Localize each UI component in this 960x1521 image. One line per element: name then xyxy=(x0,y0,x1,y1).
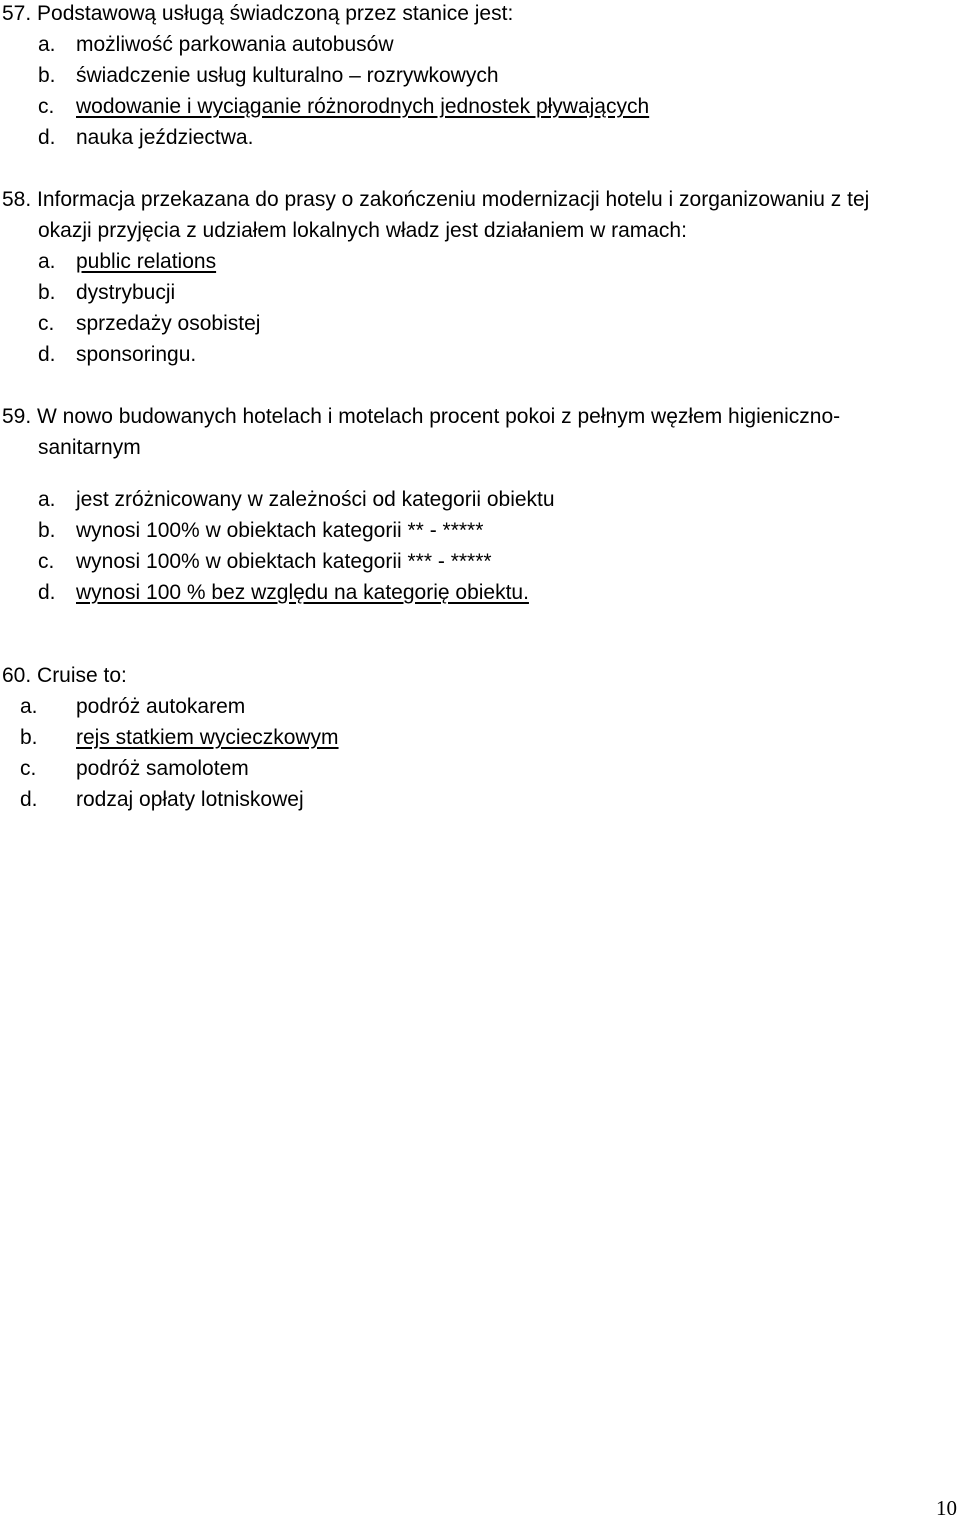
option-letter: a. xyxy=(38,250,56,273)
question-58-text-line1: 58. Informacja przekazana do prasy o zakończeniu modernizacji hotelu i zorganizowaniu z tej xyxy=(2,188,870,211)
option-letter: c. xyxy=(38,550,55,573)
option-letter: b. xyxy=(38,64,56,87)
option-letter: b. xyxy=(38,519,56,542)
question-59-text-line1: 59. W nowo budowanych hotelach i motelach procent pokoi z pełnym węzłem higieniczno- xyxy=(2,405,841,428)
option-letter: d. xyxy=(20,788,38,811)
option-text: podróż autokarem xyxy=(76,695,246,718)
option-letter: a. xyxy=(38,33,56,56)
question-59-text-line2: sanitarnym xyxy=(38,436,141,459)
question-60-text: 60. Cruise to: xyxy=(2,664,127,687)
page-number: 10 xyxy=(936,1496,957,1520)
option-text: nauka jeździectwa. xyxy=(76,126,254,149)
option-text: sprzedaży osobistej xyxy=(76,312,261,335)
option-text: świadczenie usług kulturalno – rozrywkowych xyxy=(76,64,499,87)
option-text: wynosi 100% w obiektach kategorii *** - ***** xyxy=(76,550,492,573)
option-text: sponsoringu. xyxy=(76,343,197,366)
option-letter: a. xyxy=(38,488,56,511)
option-letter: d. xyxy=(38,343,56,366)
question-58-text-line2: okazji przyjęcia z udziałem lokalnych władz jest działaniem w ramach: xyxy=(38,219,687,242)
option-text-correct: rejs statkiem wycieczkowym xyxy=(76,726,339,749)
option-letter: c. xyxy=(20,757,37,780)
option-text: dystrybucji xyxy=(76,281,176,304)
option-letter: d. xyxy=(38,126,56,149)
question-57-text: 57. Podstawową usługą świadczoną przez stanice jest: xyxy=(2,2,514,25)
option-text: rodzaj opłaty lotniskowej xyxy=(76,788,304,811)
option-text-correct: wodowanie i wyciąganie różnorodnych jednostek pływających xyxy=(76,95,650,118)
option-letter: c. xyxy=(38,95,55,118)
option-text: podróż samolotem xyxy=(76,757,249,780)
option-text: możliwość parkowania autobusów xyxy=(76,33,394,56)
option-letter: c. xyxy=(38,312,55,335)
option-letter: a. xyxy=(20,695,38,718)
option-text-correct: wynosi 100 % bez względu na kategorię obiektu. xyxy=(76,581,529,604)
option-letter: b. xyxy=(38,281,56,304)
option-text: wynosi 100% w obiektach kategorii ** - ***** xyxy=(76,519,484,542)
option-text-correct: public relations xyxy=(76,250,217,273)
option-letter: b. xyxy=(20,726,38,749)
option-text: jest zróżnicowany w zależności od kategorii obiektu xyxy=(76,488,555,511)
option-letter: d. xyxy=(38,581,56,604)
